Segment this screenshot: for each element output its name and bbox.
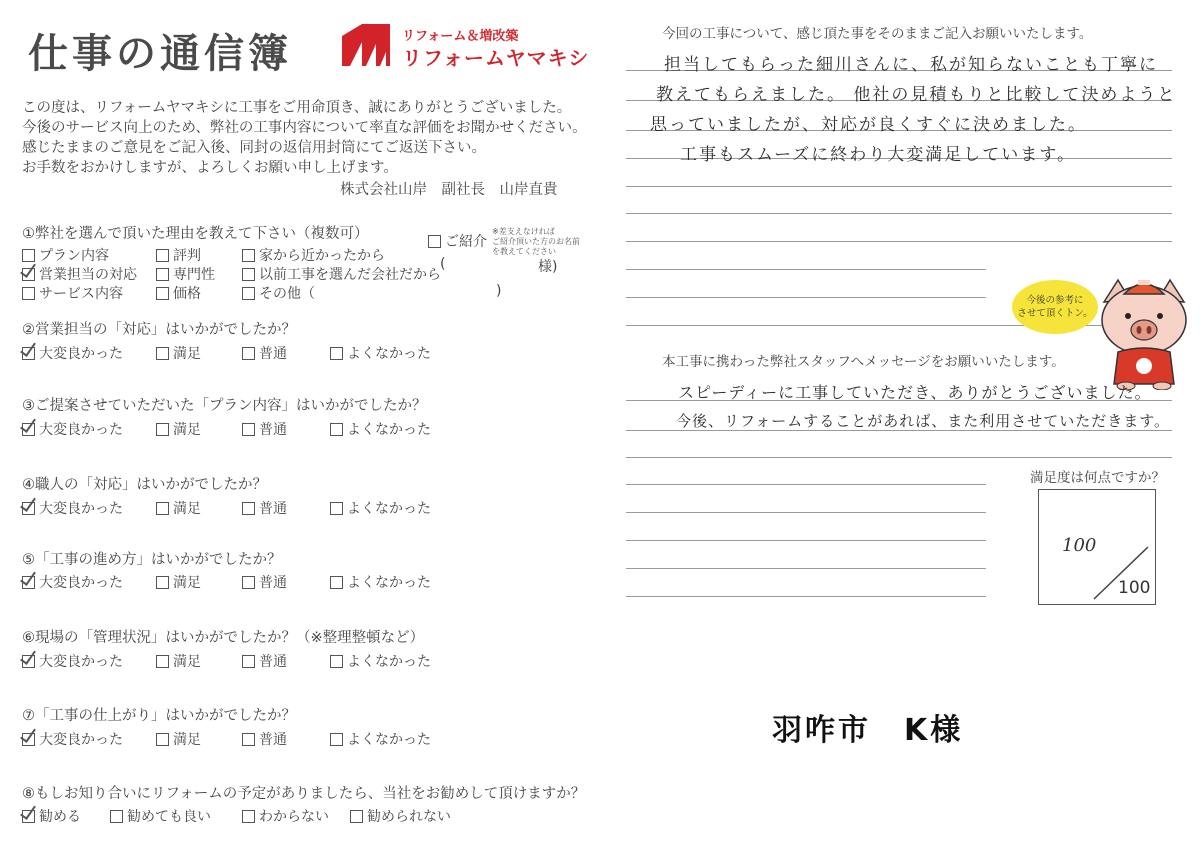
ruled-line [626,596,986,597]
question-6: ⑥現場の「管理状況」はいかがでしたか？（※整理整頓など） [22,630,425,646]
rating-option[interactable]: よくなかった [330,419,431,439]
score-value: 100 [1062,535,1097,556]
rating-option[interactable]: 普通 [242,651,287,671]
checkbox[interactable] [156,249,169,262]
q1-option[interactable]: その他（ [242,283,315,303]
intro-line: この度は、リフォームヤマキシに工事をご用命頂き、誠にありがとうございました。 [22,100,572,116]
handwritten-staff-message: スピーディーに工事していただき、ありがとうございました。 [678,383,1152,402]
checkbox[interactable] [242,287,255,300]
checkbox[interactable] [242,655,255,668]
rating-option[interactable]: 大変良かった [22,343,123,363]
checkbox[interactable] [330,733,343,746]
rating-option[interactable]: 普通 [242,498,287,518]
rating-option[interactable]: 普通 [242,729,287,749]
paren-close: ) [496,283,502,299]
ruled-line [626,484,986,485]
ruled-line [626,213,1172,214]
company-logo-icon [340,22,392,68]
ruled-line [626,568,986,569]
page-title: 仕事の通信簿 [28,31,292,77]
score-max: 100 [1118,578,1151,598]
rating-option[interactable]: よくなかった [330,572,431,592]
q8-option[interactable]: 勧めても良い [110,806,211,826]
q8-option[interactable]: 勧められない [350,806,451,826]
checkbox[interactable] [110,810,123,823]
checkbox[interactable] [156,287,169,300]
q8-option[interactable]: わからない [242,806,329,826]
rating-option[interactable]: 大変良かった [22,572,123,592]
checkbox[interactable] [242,249,255,262]
question-2: ②営業担当の「対応」はいかがでしたか？ [22,322,296,338]
rating-option[interactable]: 普通 [242,419,287,439]
customer-name: 羽咋市 K様 [772,713,964,748]
checkbox[interactable] [156,733,169,746]
checkbox[interactable] [156,576,169,589]
checkbox[interactable] [22,287,35,300]
speech-bubble: 今後の参考に させて頂くトン。 [1012,280,1098,334]
handwritten-comment: 工事もスムーズに終わり大変満足しています。 [680,145,1076,165]
checkbox[interactable] [242,502,255,515]
question-1: ①弊社を選んで頂いた理由を教えて下さい（複数可） [22,226,369,242]
checkbox[interactable] [242,576,255,589]
intro-line: 今後のサービス向上のため、弊社の工事内容について率直な評価をお聞かせください。 [22,120,587,136]
comments-prompt: 今回の工事について、感じ頂た事をそのままご記入お願いいたします。 [662,26,1093,42]
q1-option[interactable]: 家から近かったから [242,245,385,265]
question-5: ⑤「工事の進め方」はいかがでしたか？ [22,552,282,568]
q1-option[interactable]: 専門性 [156,264,215,284]
checkbox-checked[interactable] [22,655,35,668]
rating-option[interactable]: よくなかった [330,729,431,749]
score-prompt: 満足度は何点ですか？ [1030,470,1165,486]
checkbox-checked[interactable] [22,576,35,589]
logo-subtitle: リフォーム＆増改築 [402,29,519,44]
pig-mascot-icon [1096,272,1192,390]
rating-option[interactable]: 満足 [156,572,201,592]
rating-option[interactable]: 満足 [156,498,201,518]
question-4: ④職人の「対応」はいかがでしたか？ [22,477,267,493]
rating-option[interactable]: 大変良かった [22,729,123,749]
rating-option[interactable]: 大変良かった [22,651,123,671]
ruled-line [626,325,1172,326]
q1-option[interactable]: 営業担当の対応 [22,264,137,284]
handwritten-staff-message: 今後、リフォームすることがあれば、また利用させていただきます。 [676,412,1171,430]
checkbox[interactable] [330,502,343,515]
rating-option[interactable]: 大変良かった [22,498,123,518]
q1-option[interactable]: サービス内容 [22,283,123,303]
checkbox[interactable] [350,810,363,823]
checkbox[interactable] [242,347,255,360]
rating-option[interactable]: 満足 [156,729,201,749]
checkbox[interactable] [156,502,169,515]
rating-option[interactable]: 普通 [242,343,287,363]
q1-option[interactable]: プラン内容 [22,245,109,265]
checkbox[interactable] [330,423,343,436]
q1-option[interactable]: 価格 [156,283,201,303]
checkbox[interactable] [330,576,343,589]
handwritten-comment: 担当してもらった細川さんに、私が知らないことも丁寧に [664,55,1158,75]
checkbox[interactable] [330,655,343,668]
checkbox[interactable] [156,655,169,668]
logo-name: リフォームヤマキシ [402,46,590,70]
checkbox[interactable] [242,423,255,436]
q1-option[interactable]: 評判 [156,245,201,265]
rating-option[interactable]: 大変良かった [22,419,123,439]
handwritten-comment: 思っていましたが、対応が良くすぐに決めました。 [650,115,1087,135]
ruled-line [626,186,1172,187]
rating-option[interactable]: 満足 [156,651,201,671]
checkbox[interactable] [330,347,343,360]
q1-option[interactable]: 以前工事を選んだ会社だから [242,264,441,284]
rating-option[interactable]: 普通 [242,572,287,592]
ruled-line [626,540,986,541]
intro-line: 感じたままのご意見をご記入後、同封の返信用封筒にてご返送下さい。 [22,140,486,156]
intro-text [22,98,587,178]
checkbox[interactable] [156,347,169,360]
handwritten-comment: 教えてもらえました。 他社の見積もりと比較して決めようと [656,85,1177,105]
checkbox[interactable] [156,268,169,281]
rating-option[interactable]: よくなかった [330,498,431,518]
rating-option[interactable]: 満足 [156,343,201,363]
ruled-line [626,297,986,298]
checkbox-checked[interactable] [22,268,35,281]
checkbox-checked[interactable] [22,347,35,360]
rating-option[interactable]: よくなかった [330,343,431,363]
staff-prompt: 本工事に携わった弊社スタッフへメッセージをお願いいたします。 [662,354,1065,370]
checkbox-checked[interactable] [22,733,35,746]
checkbox[interactable] [242,268,255,281]
ruled-line [626,269,986,270]
ruled-line [626,512,986,513]
question-8: ⑧もしお知り合いにリフォームの予定がありましたら、当社をお勧めして頂けますか？ [22,786,586,802]
signer: 株式会社山岸 副社長 山岸直貴 [340,182,558,198]
checkbox-checked[interactable] [22,423,35,436]
intro-line: お手数をおかけしますが、よろしくお願い申し上げます。 [22,160,398,176]
checkbox[interactable] [428,235,441,248]
question-7: ⑦「工事の仕上がり」はいかがでしたか？ [22,708,296,724]
paren-open: ( [440,256,446,272]
checkbox[interactable] [242,810,255,823]
referral-option[interactable]: ご紹介 [428,231,487,251]
rating-option[interactable]: よくなかった [330,651,431,671]
checkbox[interactable] [242,733,255,746]
rating-option[interactable]: 満足 [156,419,201,439]
ruled-line [626,457,1172,458]
q8-option[interactable]: 勧める [22,806,81,826]
checkbox-checked[interactable] [22,810,35,823]
checkbox[interactable] [156,423,169,436]
ruled-line [626,241,1172,242]
referral-sama: 様) [538,259,558,275]
question-3: ③ご提案させていただいた「プラン内容」はいかがでしたか？ [22,398,427,414]
referral-note: ※差支えなければ ご紹介頂いた方のお名前 を教えてください [492,227,580,256]
checkbox-checked[interactable] [22,502,35,515]
